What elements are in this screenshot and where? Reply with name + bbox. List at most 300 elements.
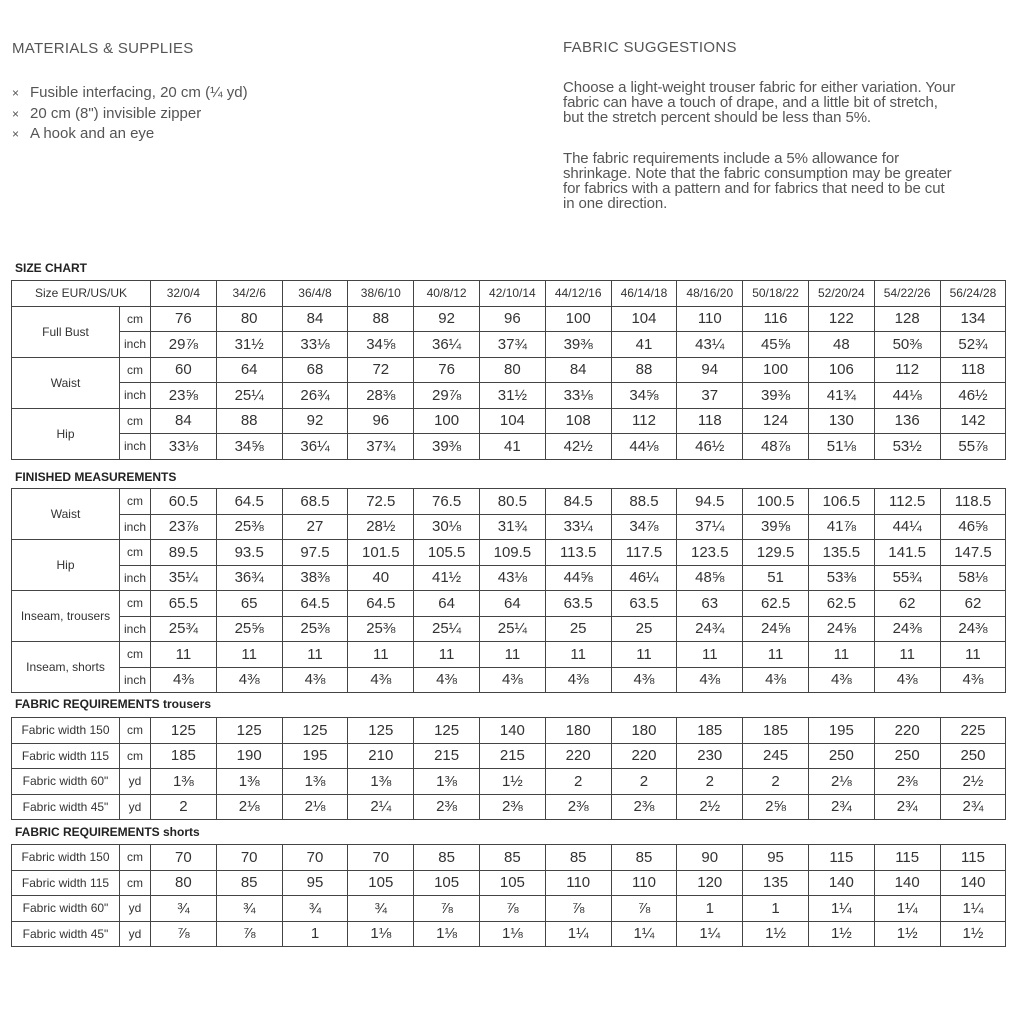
value-cell: ⅞ [545,896,611,922]
value-cell: ⅞ [414,896,480,922]
value-cell: 94 [677,357,743,383]
size-chart-table [11,280,1006,460]
value-cell: 34⅝ [348,332,414,358]
value-cell: 250 [874,743,940,769]
unit-cell: cm [120,357,151,383]
size-header-cell: 38/6/10 [348,281,414,307]
value-cell: 55¾ [874,565,940,591]
value-cell: 109.5 [479,540,545,566]
fabric-line: Choose a light-weight trouser fabric for either variation. Your [563,79,956,96]
value-cell: 37 [677,383,743,409]
table-row [12,514,1006,540]
value-cell: 25⅜ [348,616,414,642]
value-cell: 55⅞ [940,434,1006,460]
value-cell: 2¼ [348,794,414,820]
value-cell: 115 [874,845,940,871]
unit-cell: cm [120,306,151,332]
measurement-label: Inseam, trousers [12,591,120,642]
materials-item-text: A hook and an eye [30,125,155,142]
unit-cell: inch [120,332,151,358]
value-cell: 1⅜ [414,769,480,795]
value-cell: 85 [545,845,611,871]
value-cell: 65.5 [151,591,217,617]
value-cell: 135 [743,870,809,896]
fabric-width-label: Fabric width 60" [12,896,120,922]
value-cell: 58⅛ [940,565,1006,591]
value-cell: 4⅜ [611,667,677,693]
value-cell: 46½ [677,434,743,460]
value-cell: 106 [808,357,874,383]
value-cell: 25¼ [216,383,282,409]
value-cell: 60.5 [151,489,217,515]
finished-measurements-title: FINISHED MEASUREMENTS [15,470,177,484]
value-cell: ¾ [216,896,282,922]
value-cell: 115 [940,845,1006,871]
value-cell: 44¼ [874,514,940,540]
value-cell: 64.5 [348,591,414,617]
value-cell: 4⅜ [282,667,348,693]
value-cell: 2 [677,769,743,795]
value-cell: 52¾ [940,332,1006,358]
value-cell: 33¼ [545,514,611,540]
value-cell: 63.5 [611,591,677,617]
size-header-cell: 32/0/4 [151,281,217,307]
value-cell: 41 [479,434,545,460]
value-cell: 2 [611,769,677,795]
value-cell: 4⅜ [808,667,874,693]
value-cell: 125 [348,718,414,744]
cross-bullet-icon: × [12,127,20,141]
unit-cell: cm [120,408,151,434]
value-cell: 106.5 [808,489,874,515]
value-cell: 1⅛ [479,921,545,947]
value-cell: 63 [677,591,743,617]
fabric-shorts-title: FABRIC REQUIREMENTS shorts [15,825,200,839]
fabric-width-label: Fabric width 150 [12,845,120,871]
value-cell: 84 [151,408,217,434]
table-row [12,667,1006,693]
value-cell: 25 [545,616,611,642]
value-cell: 2⅜ [874,769,940,795]
value-cell: 37¾ [348,434,414,460]
unit-cell: inch [120,667,151,693]
value-cell: 250 [808,743,874,769]
value-cell: 2⅛ [808,769,874,795]
value-cell: 50⅜ [874,332,940,358]
value-cell: 136 [874,408,940,434]
unit-cell: yd [120,896,151,922]
measurement-label: Inseam, shorts [12,642,120,693]
unit-cell: cm [120,489,151,515]
value-cell: 80 [479,357,545,383]
value-cell: 72.5 [348,489,414,515]
value-cell: 1¼ [808,896,874,922]
value-cell: 125 [216,718,282,744]
table-row [12,743,1006,769]
value-cell: 1⅛ [414,921,480,947]
value-cell: 97.5 [282,540,348,566]
value-cell: 125 [282,718,348,744]
value-cell: 88 [611,357,677,383]
value-cell: 89.5 [151,540,217,566]
table-row [12,383,1006,409]
fabric-suggestions-heading: FABRIC SUGGESTIONS [563,39,737,56]
value-cell: 11 [348,642,414,668]
value-cell: 110 [611,870,677,896]
value-cell: 25¾ [151,616,217,642]
measurement-label: Waist [12,357,120,408]
value-cell: 120 [677,870,743,896]
value-cell: 84 [545,357,611,383]
value-cell: 80 [151,870,217,896]
value-cell: 104 [611,306,677,332]
table-row [12,769,1006,795]
value-cell: 84 [282,306,348,332]
value-cell: 1½ [479,769,545,795]
value-cell: ⅞ [611,896,677,922]
table-row [12,306,1006,332]
value-cell: 1¼ [677,921,743,947]
fabric-width-label: Fabric width 60" [12,769,120,795]
materials-list [12,83,248,145]
table-row [12,565,1006,591]
table-row [12,845,1006,871]
value-cell: 104 [479,408,545,434]
value-cell: 1½ [874,921,940,947]
value-cell: 2½ [677,794,743,820]
value-cell: 76.5 [414,489,480,515]
value-cell: 70 [151,845,217,871]
value-cell: 4⅜ [874,667,940,693]
table-row [12,870,1006,896]
value-cell: 4⅜ [677,667,743,693]
value-cell: 100 [414,408,480,434]
value-cell: 2 [545,769,611,795]
value-cell: 2⅜ [479,794,545,820]
value-cell: 140 [479,718,545,744]
value-cell: 1⅜ [282,769,348,795]
value-cell: 70 [282,845,348,871]
value-cell: 41⅞ [808,514,874,540]
size-header-cell: 40/8/12 [414,281,480,307]
value-cell: 28½ [348,514,414,540]
value-cell: 195 [808,718,874,744]
value-cell: 210 [348,743,414,769]
value-cell: 45⅝ [743,332,809,358]
value-cell: 43⅛ [479,565,545,591]
value-cell: 51 [743,565,809,591]
value-cell: 29⅞ [151,332,217,358]
value-cell: 33⅛ [282,332,348,358]
value-cell: 43¼ [677,332,743,358]
value-cell: 25¼ [479,616,545,642]
value-cell: 118 [940,357,1006,383]
size-header-cell: 44/12/16 [545,281,611,307]
value-cell: 68 [282,357,348,383]
value-cell: 34⅝ [611,383,677,409]
value-cell: 134 [940,306,1006,332]
fabric-width-label: Fabric width 115 [12,743,120,769]
table-row [12,616,1006,642]
value-cell: 112 [874,357,940,383]
value-cell: 129.5 [743,540,809,566]
value-cell: 112 [611,408,677,434]
value-cell: 42½ [545,434,611,460]
value-cell: 2⅝ [743,794,809,820]
value-cell: ¾ [151,896,217,922]
value-cell: 44⅛ [874,383,940,409]
value-cell: 53⅜ [808,565,874,591]
value-cell: 64 [479,591,545,617]
value-cell: 1¼ [611,921,677,947]
value-cell: 39⅜ [414,434,480,460]
value-cell: 65 [216,591,282,617]
value-cell: 4⅜ [151,667,217,693]
value-cell: 41½ [414,565,480,591]
value-cell: 105 [479,870,545,896]
value-cell: 46⅝ [940,514,1006,540]
table-row [12,921,1006,947]
table-row [12,434,1006,460]
value-cell: 100.5 [743,489,809,515]
unit-cell: inch [120,616,151,642]
value-cell: 117.5 [611,540,677,566]
value-cell: 185 [743,718,809,744]
value-cell: 33⅛ [151,434,217,460]
table-row [12,794,1006,820]
value-cell: 84.5 [545,489,611,515]
value-cell: 94.5 [677,489,743,515]
value-cell: 11 [743,642,809,668]
value-cell: 70 [216,845,282,871]
value-cell: 108 [545,408,611,434]
unit-cell: inch [120,383,151,409]
value-cell: 68.5 [282,489,348,515]
value-cell: 225 [940,718,1006,744]
table-row [12,642,1006,668]
value-cell: 51⅛ [808,434,874,460]
value-cell: 128 [874,306,940,332]
value-cell: 1½ [743,921,809,947]
materials-heading: MATERIALS & SUPPLIES [12,40,194,57]
value-cell: 2 [151,794,217,820]
value-cell: 2¾ [874,794,940,820]
value-cell: 92 [414,306,480,332]
unit-cell: cm [120,540,151,566]
value-cell: 1⅜ [348,769,414,795]
value-cell: 1 [282,921,348,947]
value-cell: 25⅜ [282,616,348,642]
value-cell: 140 [940,870,1006,896]
unit-cell: inch [120,514,151,540]
value-cell: 1¼ [874,896,940,922]
value-cell: 36¼ [414,332,480,358]
value-cell: ⅞ [151,921,217,947]
value-cell: ⅞ [479,896,545,922]
value-cell: 37¼ [677,514,743,540]
unit-cell: yd [120,769,151,795]
table-row [12,591,1006,617]
value-cell: 25 [611,616,677,642]
value-cell: 100 [545,306,611,332]
fabric-line: The fabric requirements include a 5% allowance for [563,150,900,167]
value-cell: 41¾ [808,383,874,409]
materials-item-text: Fusible interfacing, 20 cm (¼ yd) [30,84,248,101]
value-cell: 105 [414,870,480,896]
value-cell: 11 [414,642,480,668]
value-cell: 2⅜ [545,794,611,820]
measurement-label: Full Bust [12,306,120,357]
value-cell: 44⅛ [611,434,677,460]
value-cell: 72 [348,357,414,383]
value-cell: 40 [348,565,414,591]
value-cell: 4⅜ [940,667,1006,693]
value-cell: 30⅛ [414,514,480,540]
materials-item-text: 20 cm (8") invisible zipper [30,104,202,122]
size-header-cell: 36/4/8 [282,281,348,307]
value-cell: 24⅝ [743,616,809,642]
value-cell: 2⅛ [282,794,348,820]
value-cell: 80 [216,306,282,332]
value-cell: 11 [479,642,545,668]
value-cell: 62 [940,591,1006,617]
size-chart-title: SIZE CHART [15,261,87,275]
value-cell: 1 [743,896,809,922]
value-cell: 135.5 [808,540,874,566]
value-cell: 64.5 [216,489,282,515]
value-cell: 140 [808,870,874,896]
value-cell: 36¼ [282,434,348,460]
unit-cell: yd [120,921,151,947]
value-cell: 39⅜ [545,332,611,358]
size-header-cell: 56/24/28 [940,281,1006,307]
value-cell: 2¾ [808,794,874,820]
value-cell: 38⅜ [282,565,348,591]
value-cell: 48 [808,332,874,358]
value-cell: 112.5 [874,489,940,515]
value-cell: 88.5 [611,489,677,515]
table-row [12,408,1006,434]
value-cell: 118.5 [940,489,1006,515]
fabric-trousers-title: FABRIC REQUIREMENTS trousers [15,697,212,711]
value-cell: 24⅝ [808,616,874,642]
unit-cell: inch [120,565,151,591]
value-cell: 4⅜ [348,667,414,693]
value-cell: 124 [743,408,809,434]
value-cell: 116 [743,306,809,332]
value-cell: 85 [414,845,480,871]
table-row [12,357,1006,383]
value-cell: 215 [414,743,480,769]
table-row [12,281,1006,307]
value-cell: 4⅜ [479,667,545,693]
value-cell: 141.5 [874,540,940,566]
value-cell: 11 [940,642,1006,668]
value-cell: 24⅜ [940,616,1006,642]
value-cell: 26¾ [282,383,348,409]
fabric-line: fabric can have a touch of drape, and a little bit of stretch, [563,94,938,111]
value-cell: 230 [677,743,743,769]
value-cell: 96 [479,306,545,332]
value-cell: 110 [545,870,611,896]
value-cell: 2¾ [940,794,1006,820]
value-cell: 34⅝ [216,434,282,460]
materials-item [12,124,248,145]
value-cell: 48⅞ [743,434,809,460]
value-cell: 85 [611,845,677,871]
value-cell: 23⅝ [151,383,217,409]
value-cell: 100 [743,357,809,383]
value-cell: 24¾ [677,616,743,642]
fabric-trousers-table [11,717,1006,820]
value-cell: 4⅜ [743,667,809,693]
unit-cell: cm [120,591,151,617]
value-cell: 11 [151,642,217,668]
value-cell: 11 [611,642,677,668]
fabric-width-label: Fabric width 45" [12,794,120,820]
value-cell: 96 [348,408,414,434]
value-cell: 1½ [940,921,1006,947]
value-cell: 44⅝ [545,565,611,591]
value-cell: 95 [743,845,809,871]
value-cell: 39⅜ [743,383,809,409]
value-cell: 220 [874,718,940,744]
value-cell: 4⅜ [545,667,611,693]
size-header-cell: 48/16/20 [677,281,743,307]
value-cell: 29⅞ [414,383,480,409]
value-cell: 180 [611,718,677,744]
value-cell: 4⅜ [414,667,480,693]
value-cell: 220 [545,743,611,769]
unit-cell: cm [120,642,151,668]
finished-measurements-table [11,488,1006,693]
value-cell: 185 [677,718,743,744]
value-cell: 35¼ [151,565,217,591]
value-cell: 37¾ [479,332,545,358]
value-cell: 110 [677,306,743,332]
value-cell: 64 [216,357,282,383]
measurement-label: Hip [12,540,120,591]
value-cell: 11 [216,642,282,668]
size-header-label: Size EUR/US/UK [12,281,151,307]
value-cell: ¾ [282,896,348,922]
value-cell: 85 [216,870,282,896]
value-cell: 250 [940,743,1006,769]
value-cell: 2⅜ [414,794,480,820]
value-cell: 123.5 [677,540,743,566]
value-cell: 105.5 [414,540,480,566]
value-cell: 85 [479,845,545,871]
value-cell: 80.5 [479,489,545,515]
value-cell: 11 [874,642,940,668]
value-cell: 63.5 [545,591,611,617]
value-cell: 88 [348,306,414,332]
fabric-paragraph-2 [563,151,1013,211]
value-cell: 1 [677,896,743,922]
value-cell: 215 [479,743,545,769]
value-cell: 64.5 [282,591,348,617]
value-cell: 4⅜ [216,667,282,693]
value-cell: 11 [545,642,611,668]
value-cell: 48⅝ [677,565,743,591]
value-cell: 90 [677,845,743,871]
unit-cell: cm [120,718,151,744]
fabric-line: but the stretch percent should be less than 5%. [563,109,871,126]
value-cell: 2⅜ [611,794,677,820]
value-cell: 2 [743,769,809,795]
value-cell: 195 [282,743,348,769]
value-cell: 180 [545,718,611,744]
